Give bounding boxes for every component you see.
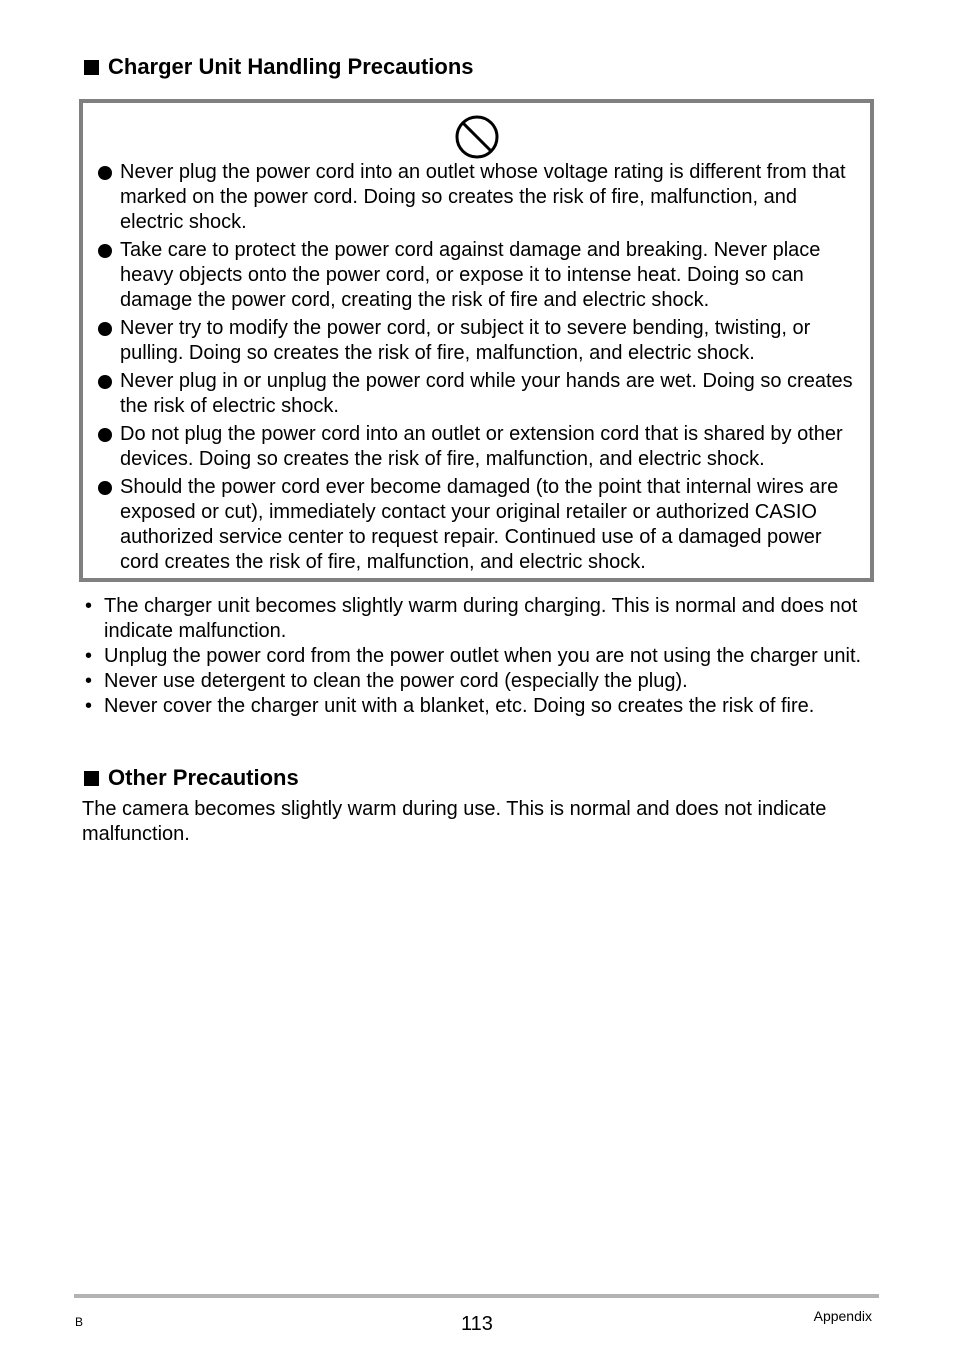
square-bullet-icon	[84, 60, 99, 75]
warning-text: Never try to modify the power cord, or subject it to severe bending, twisting, or pulling. Doing so creates the risk of fire, malfunction, and electric shock.	[120, 317, 811, 364]
round-bullet-icon	[98, 244, 112, 258]
note-text: The charger unit becomes slightly warm during charging. This is normal and does not indicate malfunction.	[104, 595, 858, 642]
warning-text: Should the power cord ever become damaged (to the point that internal wires are exposed or cut), immediately contact your original retailer or authorized CASIO authorized service center to request repair. Continued use of a damaged power cord creates the risk of fire, malfunction, and electric shock.	[120, 476, 839, 573]
note-text: Never use detergent to clean the power cord (especially the plug).	[104, 670, 688, 692]
warning-text: Never plug the power cord into an outlet whose voltage rating is different from that marked on the power cord. Doing so creates the risk of fire, malfunction, and electric shock.	[120, 161, 846, 233]
note-list	[84, 594, 874, 719]
footer-section-label: Appendix	[813, 1308, 872, 1324]
note-item	[84, 594, 874, 644]
warning-item	[96, 160, 861, 235]
note-text: Unplug the power cord from the power outlet when you are not using the charger unit.	[104, 645, 862, 667]
warning-item	[96, 316, 861, 366]
warning-text: Do not plug the power cord into an outlet or extension cord that is shared by other devices. Doing so creates the risk of fire, malfunction, and electric shock.	[120, 423, 843, 470]
warning-text: Take care to protect the power cord against damage and breaking. Never place heavy objects onto the power cord, or expose it to intense heat. Doing so can damage the power cord, creating the risk of fire and electric shock.	[120, 239, 821, 311]
warning-item	[96, 238, 861, 313]
warning-item	[96, 422, 861, 472]
note-item	[84, 694, 874, 719]
square-bullet-icon	[84, 771, 99, 786]
section-heading-charger	[84, 54, 474, 80]
other-precautions-text: The camera becomes slightly warm during use. This is normal and does not indicate malfunction.	[82, 798, 827, 845]
page-number: 113	[461, 1313, 493, 1335]
round-bullet-icon	[98, 428, 112, 442]
small-bullet-icon: •	[85, 695, 93, 717]
small-bullet-icon: •	[85, 670, 93, 692]
note-item	[84, 669, 874, 694]
warning-text: Never plug in or unplug the power cord while your hands are wet. Doing so creates the risk of electric shock.	[120, 370, 853, 417]
warning-item	[96, 475, 861, 575]
round-bullet-icon	[98, 375, 112, 389]
note-text: Never cover the charger unit with a blanket, etc. Doing so creates the risk of fire.	[104, 695, 815, 717]
warning-box	[79, 99, 874, 582]
other-heading-text: Other Precautions	[108, 765, 299, 790]
section-heading-other	[84, 765, 299, 791]
charger-heading-text: Charger Unit Handling Precautions	[108, 54, 474, 79]
round-bullet-icon	[98, 166, 112, 180]
small-bullet-icon: •	[85, 645, 93, 667]
warning-list	[96, 160, 861, 578]
footer-divider	[74, 1294, 879, 1298]
note-item	[84, 644, 874, 669]
prohibition-icon	[454, 114, 500, 160]
round-bullet-icon	[98, 322, 112, 336]
round-bullet-icon	[98, 481, 112, 495]
small-bullet-icon: •	[85, 595, 93, 617]
warning-item	[96, 369, 861, 419]
footer-left-mark: B	[75, 1315, 84, 1329]
